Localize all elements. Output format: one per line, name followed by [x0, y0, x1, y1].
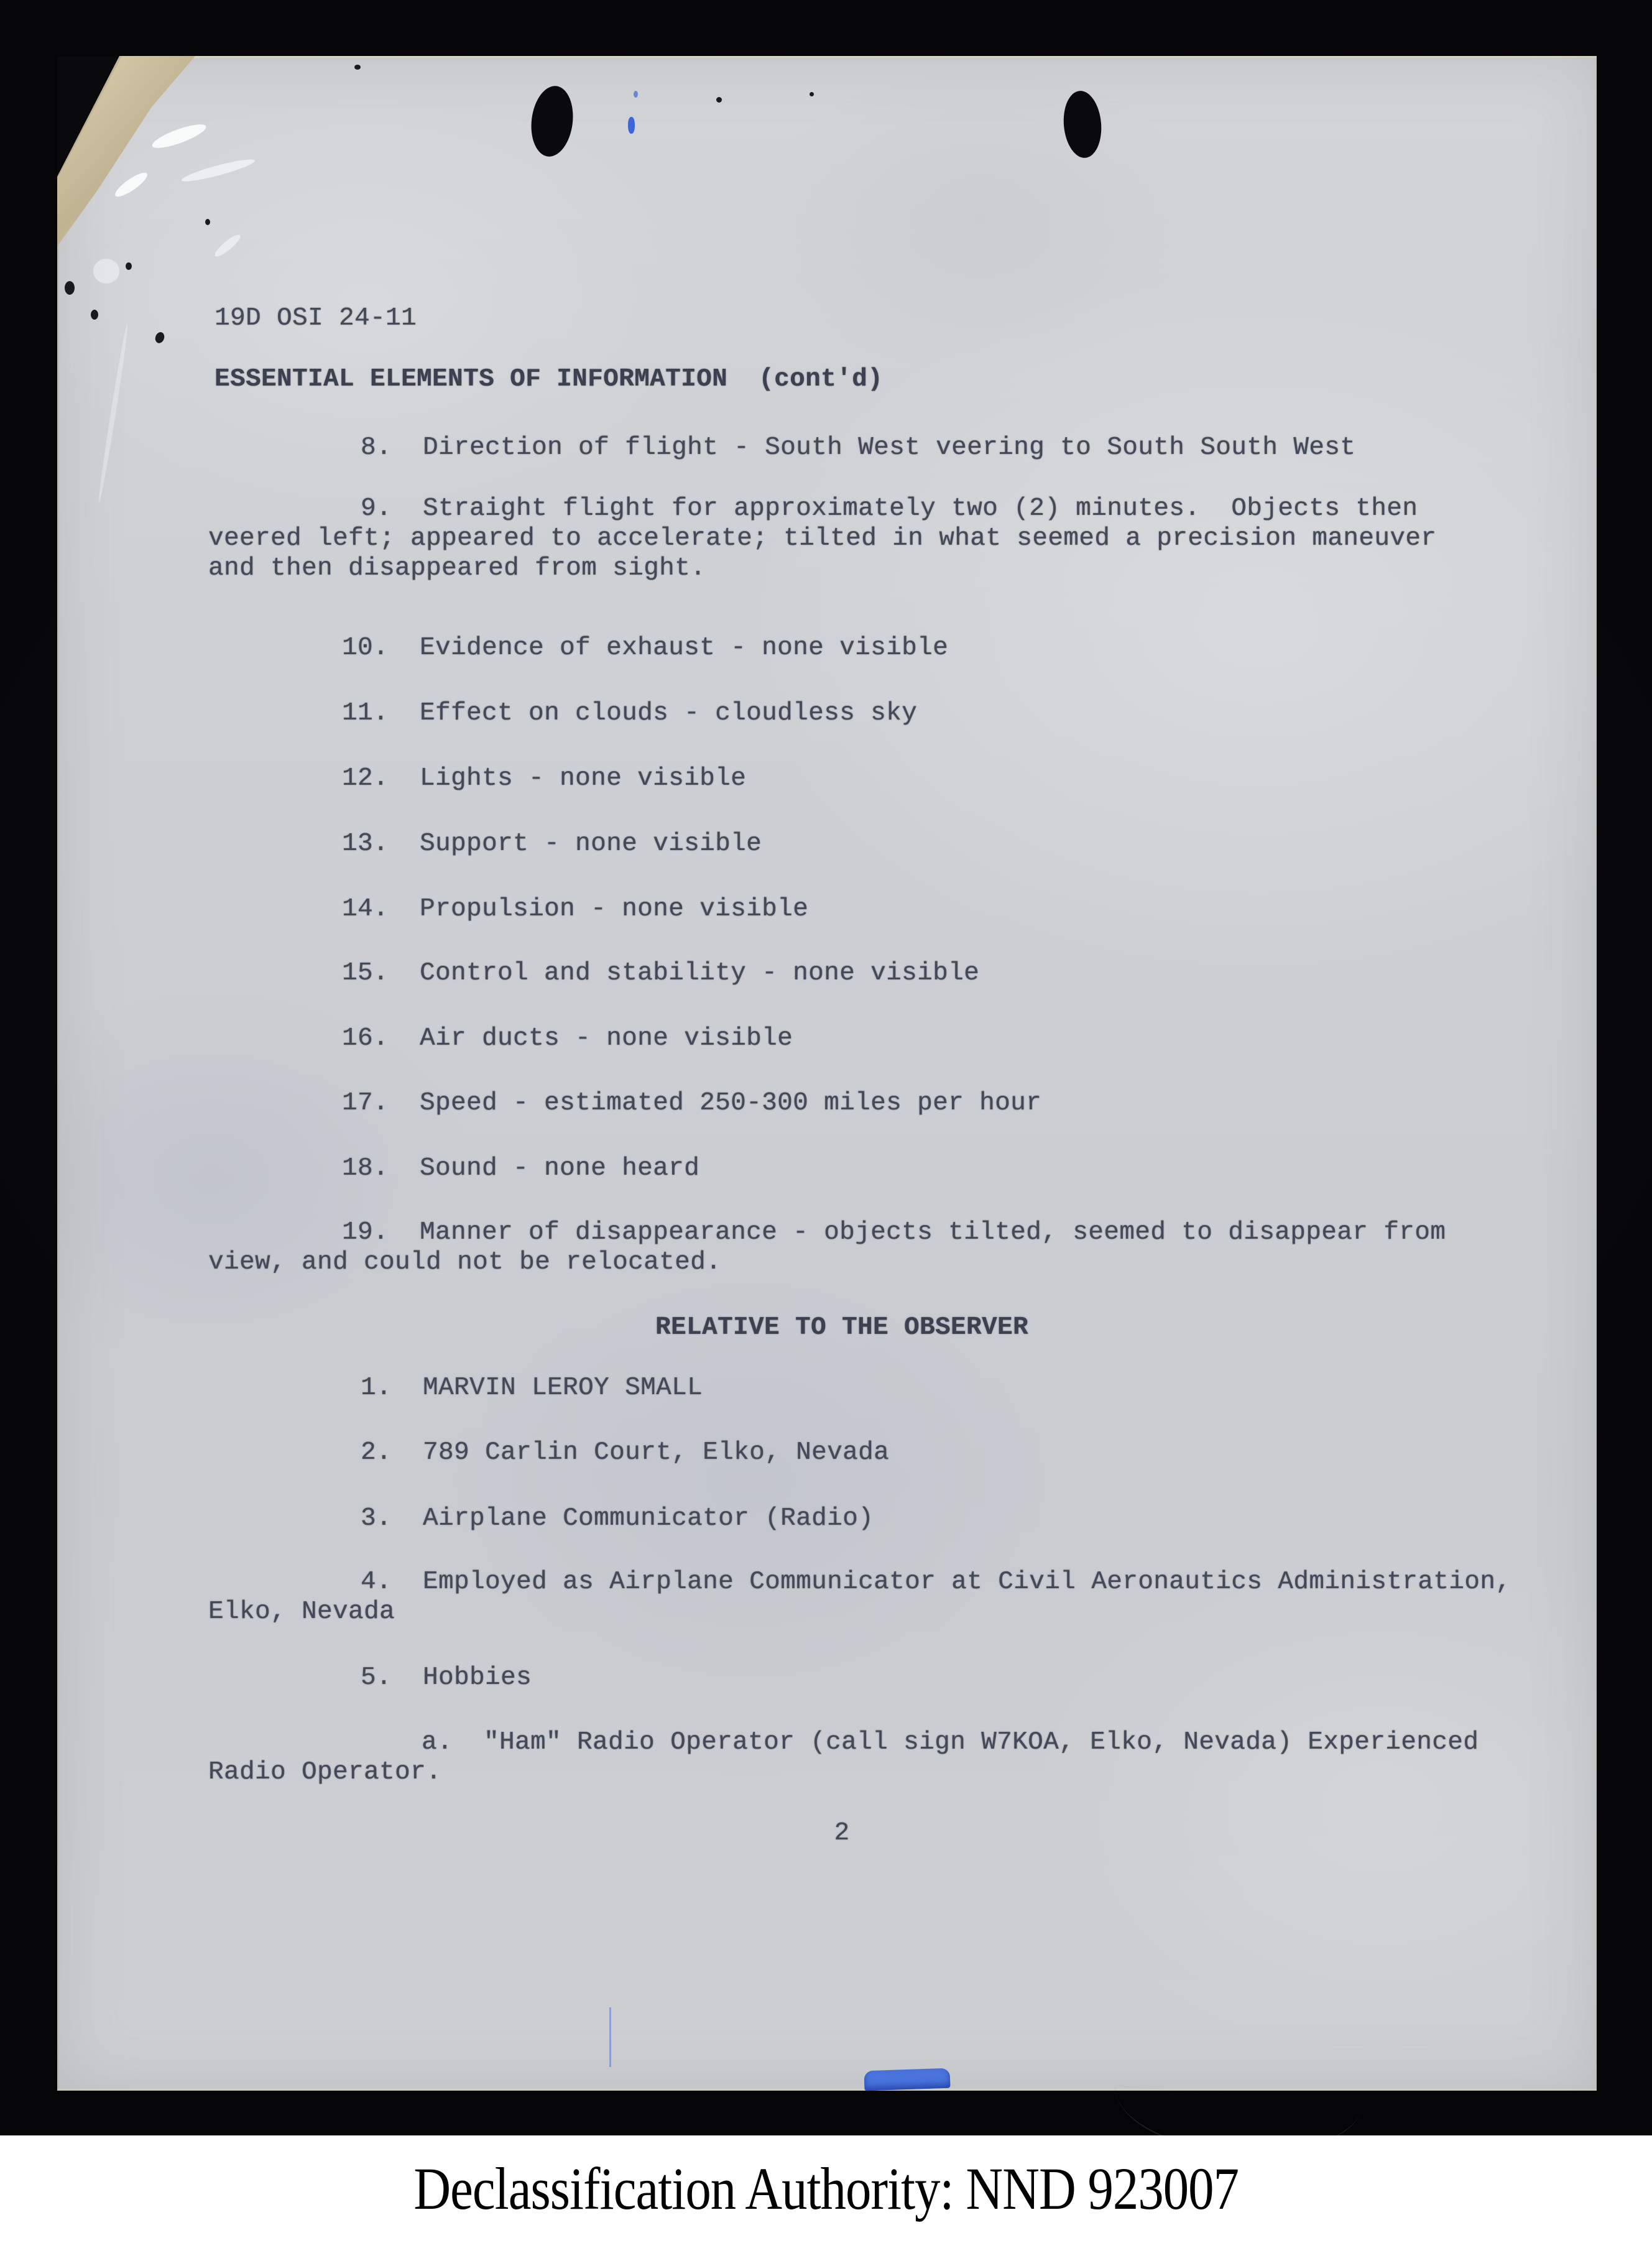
- ink-speck: [126, 262, 132, 270]
- eei-item-10: 10. Evidence of exhaust - none visible: [342, 634, 949, 662]
- eei-item-8: 8. Direction of flight - South West veering to South South West: [361, 433, 1356, 462]
- declassification-banner: [0, 2135, 1652, 2243]
- blue-ink-smudge-bottom: [864, 2068, 950, 2091]
- eei-item-16: 16. Air ducts - none visible: [342, 1024, 793, 1053]
- eei-item-12: 12. Lights - none visible: [342, 764, 747, 793]
- eei-item-11: 11. Effect on clouds - cloudless sky: [342, 699, 918, 728]
- section-heading: ESSENTIAL ELEMENTS OF INFORMATION (cont'd): [215, 365, 884, 394]
- blue-ink-scratch: [609, 2007, 611, 2067]
- observer-item-5a-wrap: Radio Operator.: [208, 1758, 442, 1787]
- eei-item-17: 17. Speed - estimated 250-300 miles per hour: [342, 1089, 1042, 1117]
- paper-scuff: [93, 259, 119, 284]
- observer-item-4: 4. Employed as Airplane Communicator at Civil Aeronautics Administration,: [361, 1568, 1511, 1596]
- document-page: [57, 56, 1597, 2091]
- eei-item-15: 15. Control and stability - none visible: [342, 959, 980, 987]
- observer-item-3: 3. Airplane Communicator (Radio): [361, 1504, 874, 1533]
- paper-scuff: [150, 120, 208, 152]
- eei-item-19: 19. Manner of disappearance - objects tilted, seemed to disappear from: [342, 1218, 1446, 1247]
- observer-item-2: 2. 789 Carlin Court, Elko, Nevada: [361, 1438, 890, 1467]
- observer-heading: RELATIVE TO THE OBSERVER: [655, 1313, 1029, 1342]
- paper-scuff: [180, 155, 256, 185]
- hole-punch-left: [527, 83, 576, 159]
- eei-item-9-wrap: veered left; appeared to accelerate; tilted in what seemed a precision maneuver: [208, 524, 1437, 553]
- eei-item-18: 18. Sound - none heard: [342, 1154, 700, 1183]
- declassification-text: Declassification Authority: NND 923007: [413, 2156, 1239, 2222]
- ink-speck: [810, 92, 814, 96]
- eei-item-13: 13. Support - none visible: [342, 830, 762, 858]
- blue-ink-dot: [634, 91, 638, 98]
- ink-speck: [716, 97, 722, 103]
- observer-item-4-wrap: Elko, Nevada: [208, 1598, 395, 1626]
- blue-ink-mark-top: [628, 117, 635, 134]
- ink-speck: [205, 219, 210, 225]
- eei-item-14: 14. Propulsion - none visible: [342, 895, 809, 923]
- eei-item-9-wrap2: and then disappeared from sight.: [208, 554, 706, 583]
- ink-speck: [91, 310, 98, 320]
- observer-item-5: 5. Hobbies: [361, 1663, 532, 1692]
- paper-scuff: [96, 324, 129, 503]
- ink-speck: [354, 65, 361, 70]
- observer-item-5a: a. "Ham" Radio Operator (call sign W7KOA, Elko, Nevada) Experienced: [422, 1728, 1479, 1757]
- ink-speck: [65, 281, 75, 295]
- hole-punch-right: [1061, 90, 1104, 160]
- paper-scuff: [213, 232, 243, 259]
- ink-speck: [154, 331, 165, 345]
- paper-scuff: [112, 169, 150, 200]
- ref-number: 19D OSI 24-11: [215, 304, 417, 333]
- observer-item-1: 1. MARVIN LEROY SMALL: [361, 1374, 703, 1402]
- eei-item-19-wrap: view, and could not be relocated.: [208, 1248, 722, 1277]
- page-number: 2: [834, 1819, 850, 1848]
- eei-item-9: 9. Straight flight for approximately two (2) minutes. Objects then: [361, 494, 1418, 523]
